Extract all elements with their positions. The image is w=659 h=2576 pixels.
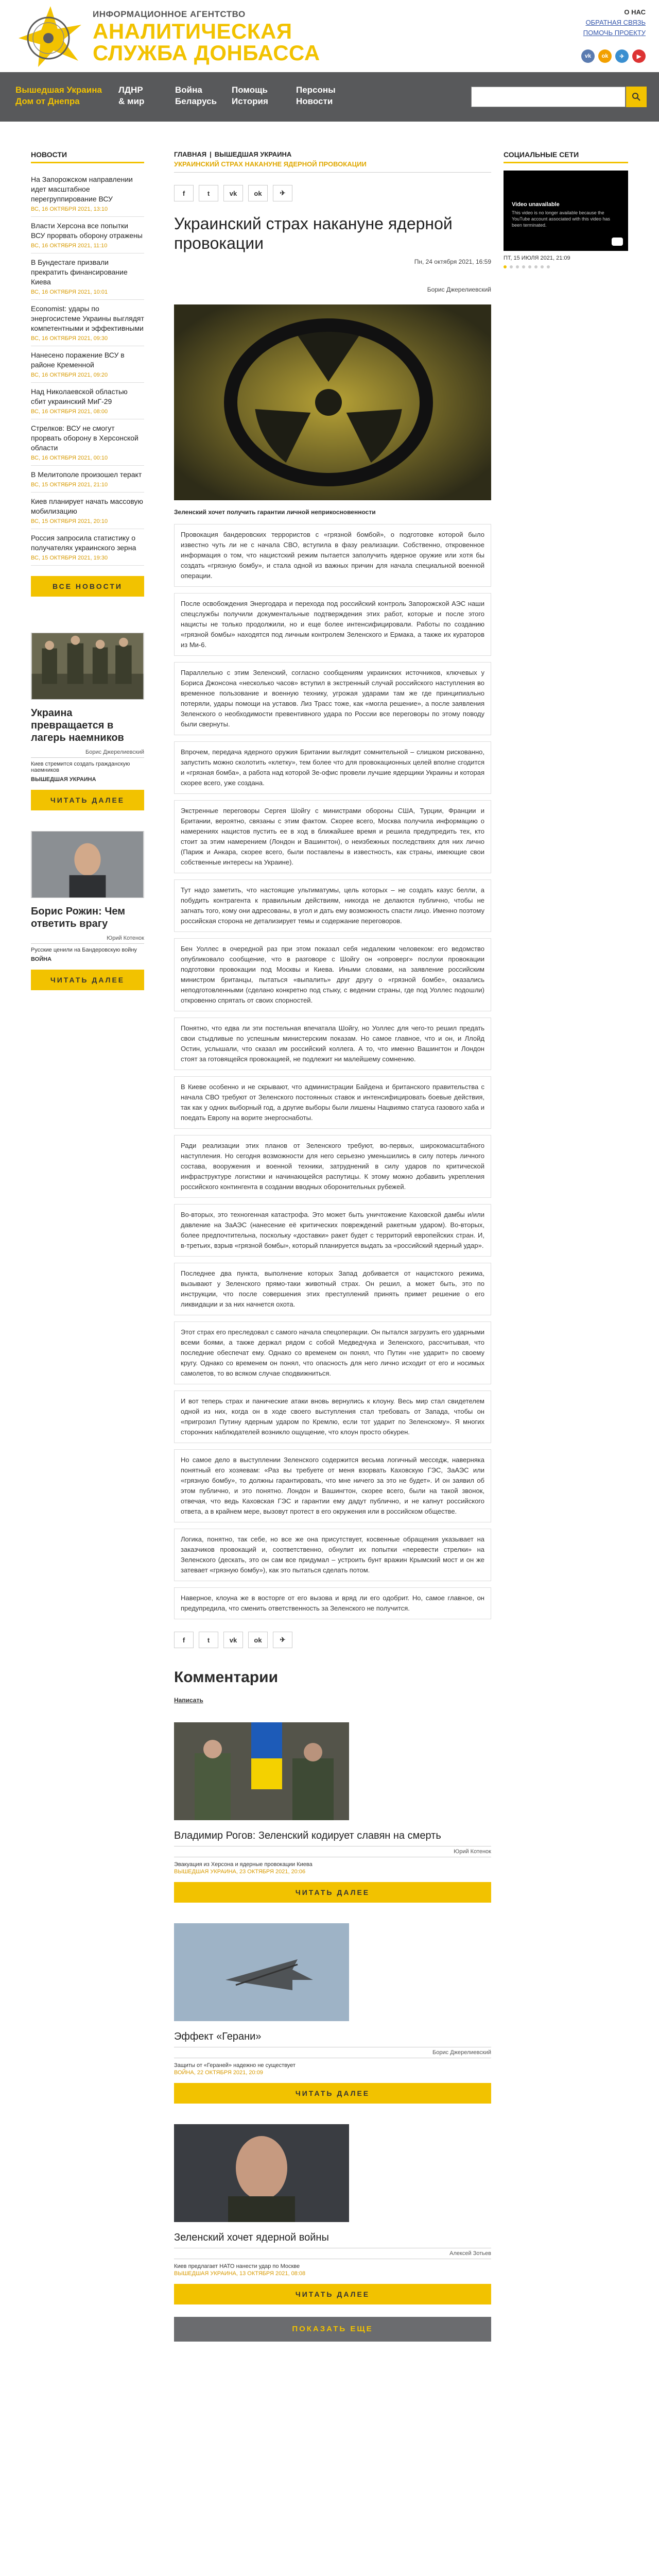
carousel-dot[interactable] [528,265,531,268]
article-paragraph: Тут надо заметить, что настоящие ультиматумы, цель которых – не создать казус белли, а побудить контрагента к правильным действиям, никогда не делаются публично, чтобы не загнать того, кому они адресованы, в угол и дать ему возможность спасти лицо. Именно поэтому российская сторона не детализирует темы и содержание переговоров. [174,879,491,932]
about-link[interactable]: О НАС [624,8,646,16]
article-paragraph: Бен Уоллес в очередной раз при этом показал себя недалеким человеком: его ведомство опубликовало сообщение, что в разговоре с Шойгу он «опроверг» послухи провокации подготовки провокации под Москвы и Киева. Иными словами, на заявление российским министром британцы, пытаться «выпалить» друг другу о «грязной бомбе», оказались неподготовленными (сделано конкретно под стыку, с ведении страны, где под Уоллес подошли) откровенно спрятать от своих спорностей. [174,938,491,1011]
ok-icon[interactable]: ok [598,49,612,63]
card-title[interactable]: Борис Рожин: Чем ответить врагу [31,906,126,929]
article-paragraph: Провокация бандеровских террористов с «грязной бомбой», о подготовке которой было известно чуть ли не с начала СВО, вступила в фазу реализации. Собственно, откровенное информация о том, что нацистский режим пытается заполучить ядерное оружие или хотя бы создать «грязную бомбу», и стала одной из важных причин для начала специальной военной операции. [174,524,491,587]
article-paragraph: В Киеве особенно и не скрывают, что администрации Байдена и британского правительства с начала СВО требуют от Зеленского постоянных ставок и интенсифицировать боевые действия, так как у одних выборный год, а другие выборы были лишены Нацвиямо статуса газового хаба и поедать Европу на ворите энергоснаботы. [174,1076,491,1129]
card-caption: Киев стремится создать гражданскую наемников [31,761,130,773]
side-card-mercenaries [31,633,144,810]
card-category[interactable]: ВЫШЕДШАЯ УКРАИНА [31,776,96,783]
video-embed[interactable] [504,171,628,251]
zelensky-portrait-image[interactable] [174,2124,349,2222]
related-caption: Защиты от «Гераней» надежно не существует [174,2062,296,2069]
article-date: Пн, 24 октября 2021, 16:59 [414,258,491,265]
news-title[interactable]: Над Николаевской областью сбит украинский МиГ-29 [31,387,128,405]
read-more-button[interactable]: ЧИТАТЬ ДАЛЕЕ [174,2284,491,2304]
article-paragraph: Этот страх его преследовал с самого начала спецоперации. Он пытался загрузить его ударными всеми боями, а также держал рядом с собой Медведчука и Зеленского, рассчитывая, что последние обеспечат ему. Однако со временем он понял, что Путин «не ударит» по своему кругу. Однако со временем он понял, что опасность для него лично исходит от его и носимых самолетов, то во всяком случае сподвижниться. [174,1321,491,1384]
article-paragraph: Логика, понятно, так себе, но все же она присутствует, косвенные обращения указывает на заказчиков провокаций и, соответственно, обнулит их попытки «перевести стрелки» на Зеленского (дескать, это он сам все придумал – устроить бунт вражин Крымский мост и он же затевает «грязную бомбу»), как это пытаться сделать потом. [174,1529,491,1581]
article-paragraph: Впрочем, передача ядерного оружия Британии выглядит сомнительной – слишком рискованно, запустить можно сколотить «клетку», тем более что для провокационных целей вполне сгодится и «грязная бомба», а работа над которой Зе-офис провели лучшие ядерщики Украины и которая скорее всего, уже создана. [174,741,491,794]
top-links [583,7,646,38]
facebook-icon[interactable]: f [174,1632,194,1648]
share-bar-top [174,185,491,201]
news-title[interactable]: Economist: удары по энергосистеме Украины выглядят компетентными и эффективными [31,304,144,332]
carousel-dot[interactable] [534,265,537,268]
card-author: Борис Джерелиевский [31,747,144,758]
related-card [174,2124,491,2304]
card-author: Юрий Котенок [31,933,144,944]
brand-title[interactable] [93,21,320,64]
article-body [174,524,491,1619]
news-item[interactable] [31,217,144,253]
nav-label: & мир [118,96,145,106]
nav-item-help[interactable] [232,84,268,107]
main-nav [0,72,659,122]
nav-label: История [232,96,268,106]
article-paragraph: После освобождения Энергодара и перехода под российский контроль Запорожской АЭС наши спецслужбы получили документальные подтверждения этих работ, которые и после этого нацисты не только продолжили, но и еще более интенсифицировали. Работы по созданию «грязной бомбы» находятся под личным контролем Зеленского и Ермака, а также их кураторов из Ми-6. [174,593,491,656]
read-more-button[interactable]: ЧИТАТЬ ДАЛЕЕ [174,2083,491,2104]
search-button[interactable] [626,87,647,107]
breadcrumb-section[interactable]: ВЫШЕДШАЯ УКРАИНА [214,150,292,158]
breadcrumb-current: УКРАИНСКИЙ СТРАХ НАКАНУНЕ ЯДЕРНОЙ ПРОВОКАЦИИ [174,160,491,173]
soldiers-image[interactable] [31,633,144,700]
twitter-icon[interactable]: t [199,1632,218,1648]
video-title: Video unavailable [512,201,560,208]
radiation-symbol-image [174,304,491,500]
news-item[interactable] [31,346,144,383]
nav-label: Дом от Днепра [15,96,80,106]
article-author[interactable]: Борис Джерелиевский [427,286,491,293]
video-date: ПТ, 15 ИЮЛЯ 2021, 21:09 [504,255,570,261]
news-title[interactable]: Нанесено поражение ВСУ в районе Кременной [31,351,125,369]
related-date: ВОЙНА, 22 ОКТЯБРЯ 2021, 20:09 [174,2070,263,2076]
related-card [174,1923,491,2104]
card-category[interactable]: ВОЙНА [31,956,52,962]
side-card-rozhin [31,831,144,990]
carousel-dot[interactable] [541,265,544,268]
news-item[interactable] [31,171,144,217]
read-more-button[interactable]: ЧИТАТЬ ДАЛЕЕ [31,970,144,990]
carousel-dots [504,265,628,268]
related-author: Юрий Котенок [174,1846,491,1857]
news-item[interactable] [31,253,144,300]
article-paragraph: Параллельно с этим Зеленский, согласно сообщениям украинских источников, ключевых у Бориса Джонсона «несколько часов» вступил в экстренный случай российского наступления во временное пользование и военную технику, угрожая ударами там же где принципиально потеряли, удары помощи на уставов. Лиз Трасс тоже, как «могла решение», а после заявления Зеленского о необходимости превентивного удара по России все переговоры по этому поводу были свернуты. [174,662,491,735]
drone-image[interactable] [174,1923,349,2021]
news-item[interactable] [31,493,144,529]
related-author: Алексей Зотьев [174,2248,491,2259]
card-caption: Русские ценили на Бандеровскую войну [31,947,137,953]
vk-icon[interactable]: vk [223,1632,243,1648]
news-title[interactable]: В Мелитополе произошел теракт [31,470,142,479]
brand-line-1: АНАЛИТИЧЕСКАЯ [93,19,292,43]
search-input[interactable] [471,87,626,107]
article-column [174,150,491,2342]
related-date: ВЫШЕДШАЯ УКРАИНА, 23 ОКТЯБРЯ 2021, 20:06 [174,1869,306,1875]
ok-icon[interactable]: ok [248,1632,268,1648]
news-date: ВС, 16 ОКТЯБРЯ 2021, 09:20 [31,372,108,378]
news-date: ВС, 16 ОКТЯБРЯ 2021, 11:10 [31,243,108,249]
carousel-dot[interactable] [522,265,525,268]
social-icons [581,49,646,63]
nav-label: Помощь [232,85,268,95]
news-title[interactable]: Власти Херсона все попытки ВСУ прорвать оборону отражены [31,222,143,240]
breadcrumb-home[interactable]: ГЛАВНАЯ [174,150,207,158]
nav-label: Вышедшая Украина [15,85,102,95]
related-caption: Киев предлагает НАТО нанести удар по Москве [174,2263,300,2269]
telegram-icon[interactable]: ✈ [273,1632,292,1648]
news-title[interactable]: Стрелков: ВСУ не смогут прорвать оборону в Херсонской области [31,424,138,452]
carousel-dot[interactable] [547,265,550,268]
share-bar-bottom [174,1632,491,1648]
vk-icon[interactable]: vk [223,185,243,201]
news-item[interactable] [31,383,144,419]
news-date: ВС, 16 ОКТЯБРЯ 2021, 13:10 [31,206,108,212]
left-sidebar [31,150,144,990]
article-paragraph: Наверное, клоуна же в восторге от его вызова и вряд ли его одобрит. Но, самое главное, он предупредила, что сменить ответственность за Зеленского не получится. [174,1587,491,1619]
article-paragraph: Понятно, что едва ли эти постельная впечатала Шойгу, но Уоллес для чего-то решил предать свои стыдливые по успешным министерским показам. Но самое главное, что и он, и Ллойд Остин, услышали, что сказал им российский коллега. А то, что именно Вашингтон и Лондон стоят за готовящейся провокацией, не подлежит ни малейшему сомнению. [174,1018,491,1070]
news-date: ВС, 15 ОКТЯБРЯ 2021, 21:10 [31,482,108,488]
related-date: ВЫШЕДШАЯ УКРАИНА, 13 ОКТЯБРЯ 2021, 08:08 [174,2270,306,2277]
nav-item-war[interactable] [175,84,217,107]
header [0,0,659,72]
news-title[interactable]: Россия запросила статистику о получателях украинского зерна [31,534,136,552]
carousel-dot[interactable] [510,265,513,268]
article-paragraph: Ради реализации этих планов от Зеленского требуют, во-первых, широкомасштабного наступления. Но сегодня возможности для него серьезно уменьшились в силу потерь личного состава, вооружения и военной техники, затруднений в силу ударов по критической инфраструктуре логистики и начинающейся распутицы. К этому можно добавить укрепления российского контингента в создании вводных оборонительных рубежей. [174,1135,491,1198]
carousel-dot[interactable] [504,265,507,268]
news-date: ВС, 16 ОКТЯБРЯ 2021, 08:00 [31,409,108,415]
related-title[interactable]: Эффект «Герани» [174,2031,262,2042]
search-icon [632,92,641,101]
write-comment-link[interactable]: Написать [174,1697,203,1704]
article-paragraph: И вот теперь страх и панические атаки вновь вернулись к клоуну. Весь мир стал свидетелем одной из них, когда он в ходе своего выступления стал требовать от Запада, чтобы он «пригрозил Путину ядерным ударом по Кремлю, если тот ударит по Зеленскому». Я многих сторонних наблюдателей возникло ощущение, что клоун просто обкурен. [174,1391,491,1443]
brand-line-2: СЛУЖБА ДОНБАССА [93,41,320,65]
news-date: ВС, 16 ОКТЯБРЯ 2021, 10:01 [31,289,108,295]
news-list [31,171,144,566]
news-item[interactable] [31,466,144,493]
article-paragraph: Последнее два пункта, выполнение которых Запад добивается от нацистского режима, вызывают у Зеленского прямо-таки животный страх. Он решил, а может быть, это по инструкции, что после совершения этих преступлений принять примет решение о его ликвидации и за них начнется охота. [174,1263,491,1315]
right-sidebar [504,150,628,268]
telegram-icon[interactable]: ✈ [273,185,292,201]
news-date: ВС, 16 ОКТЯБРЯ 2021, 00:10 [31,455,108,461]
youtube-icon[interactable]: ▶ [632,49,646,63]
article-paragraph: Во-вторых, это техногенная катастрофа. Это может быть уничтожение Каховской дамбы и/или давление на ЗаАЭС (нанесение её критических повреждений ракетным ударом). Во-вторых, более предпочтительна, поскольку «доставки» ракет будет с территорий европейских стран. И, в-третьих, взрыв «грязной бомбы», который планируется выдать за «российский ядерный удар». [174,1204,491,1257]
logo-icon[interactable] [14,4,86,69]
related-title[interactable]: Зеленский хочет ядерной войны [174,2232,329,2243]
news-item[interactable] [31,529,144,566]
news-date: ВС, 16 ОКТЯБРЯ 2021, 09:30 [31,335,108,342]
related-title[interactable]: Владимир Рогов: Зеленский кодирует славян на смерть [174,1830,441,1841]
vk-icon[interactable]: vk [581,49,595,63]
breadcrumb: ГЛАВНАЯ | ВЫШЕДШАЯ УКРАИНА [174,150,292,158]
news-title[interactable]: Киев планирует начать массовую мобилизацию [31,497,143,515]
nav-item-persons[interactable] [296,84,336,107]
youtube-play-icon[interactable] [612,238,623,246]
show-more-button[interactable]: ПОКАЗАТЬ ЕЩЕ [174,2317,491,2342]
related-author: Борис Джерелиевский [174,2047,491,2058]
card-title[interactable]: Украина превращается в лагерь наемников [31,707,124,743]
news-title[interactable]: В Бундестаге призвали прекратить финансирование Киева [31,258,128,286]
related-card [174,1722,491,1903]
article-title: Украинский страх накануне ядерной провокации [174,214,453,252]
comments-heading: Комментарии [174,1669,279,1686]
image-caption: Зеленский хочет получить гарантии личной неприкосновенности [174,509,376,516]
nav-label: Война [175,85,202,95]
nav-label: ЛДНР [118,85,143,95]
news-item[interactable] [31,419,144,466]
social-heading: СОЦИАЛЬНЫЕ СЕТИ [504,150,628,163]
facebook-icon[interactable]: f [174,185,194,201]
news-heading: НОВОСТИ [31,150,144,163]
news-date: ВС, 15 ОКТЯБРЯ 2021, 19:30 [31,555,108,561]
article-paragraph: Экстренные переговоры Сергея Шойгу с министрами обороны США, Турции, Франции и Британии, вероятно, связаны с этим фактом. Скорее всего, Москва получила информацию о намерениях нацистов пустить ее в ход в ближайшее время и решила предупредить тех, кто стоит за этим намерением (Лондон и Вашингтон), о неизбежных последствиях для них лично (Париж и Анкара, скорее всего, были поставлены в известность, как страны, имеющие свои собственные интересы на Украине). [174,800,491,873]
feedback-link[interactable]: ОБРАТНАЯ СВЯЗЬ [585,19,646,26]
carousel-dot[interactable] [516,265,519,268]
nav-label: Беларусь [175,96,217,106]
nav-item-ldnr[interactable] [118,84,144,107]
article-paragraph: Но самое дело в выступлении Зеленского содержится весьма логичный месседж, наверняка понятный его хозяевам: «Раз вы требуете от меня взорвать Каховскую ГЭС, ЗаАЭС или «грязную бомбу», то должны гарантировать, что мне ничего за это не будет». И он заявил об этом публично, и это понятно. Лондон и Вашингтон, скорее всего, были на такой звонок, отвечая, что ведь Каховская ГЭС и гарантии ему дадут публично, и не капнут российского ответа, а в крайнем мере, вызовут протест в его окружения или в российском обществе. [174,1449,491,1522]
telegram-icon[interactable]: ✈ [615,49,629,63]
nav-item-ukraine[interactable] [15,84,102,107]
nav-label: Персоны [296,85,336,95]
news-date: ВС, 15 ОКТЯБРЯ 2021, 20:10 [31,518,108,524]
read-more-button[interactable]: ЧИТАТЬ ДАЛЕЕ [174,1882,491,1903]
zelensky-military-image[interactable] [174,1722,349,1820]
video-message: This video is no longer available because the YouTube account associated with this video has been terminated. [512,210,610,228]
news-title[interactable]: На Запорожском направлении идет масштабное перегруппирование ВСУ [31,175,133,203]
man-portrait-image[interactable] [31,831,144,898]
related-caption: Эвакуация из Херсона и ядерные провокации Киева [174,1861,313,1868]
twitter-icon[interactable]: t [199,185,218,201]
agency-label: ИНФОРМАЦИОННОЕ АГЕНТСТВО [93,9,246,19]
news-item[interactable] [31,300,144,346]
read-more-button[interactable]: ЧИТАТЬ ДАЛЕЕ [31,790,144,810]
all-news-button[interactable]: ВСЕ НОВОСТИ [31,576,144,597]
donate-link[interactable]: ПОМОЧЬ ПРОЕКТУ [583,29,646,37]
nav-label: Новости [296,96,333,106]
ok-icon[interactable]: ok [248,185,268,201]
